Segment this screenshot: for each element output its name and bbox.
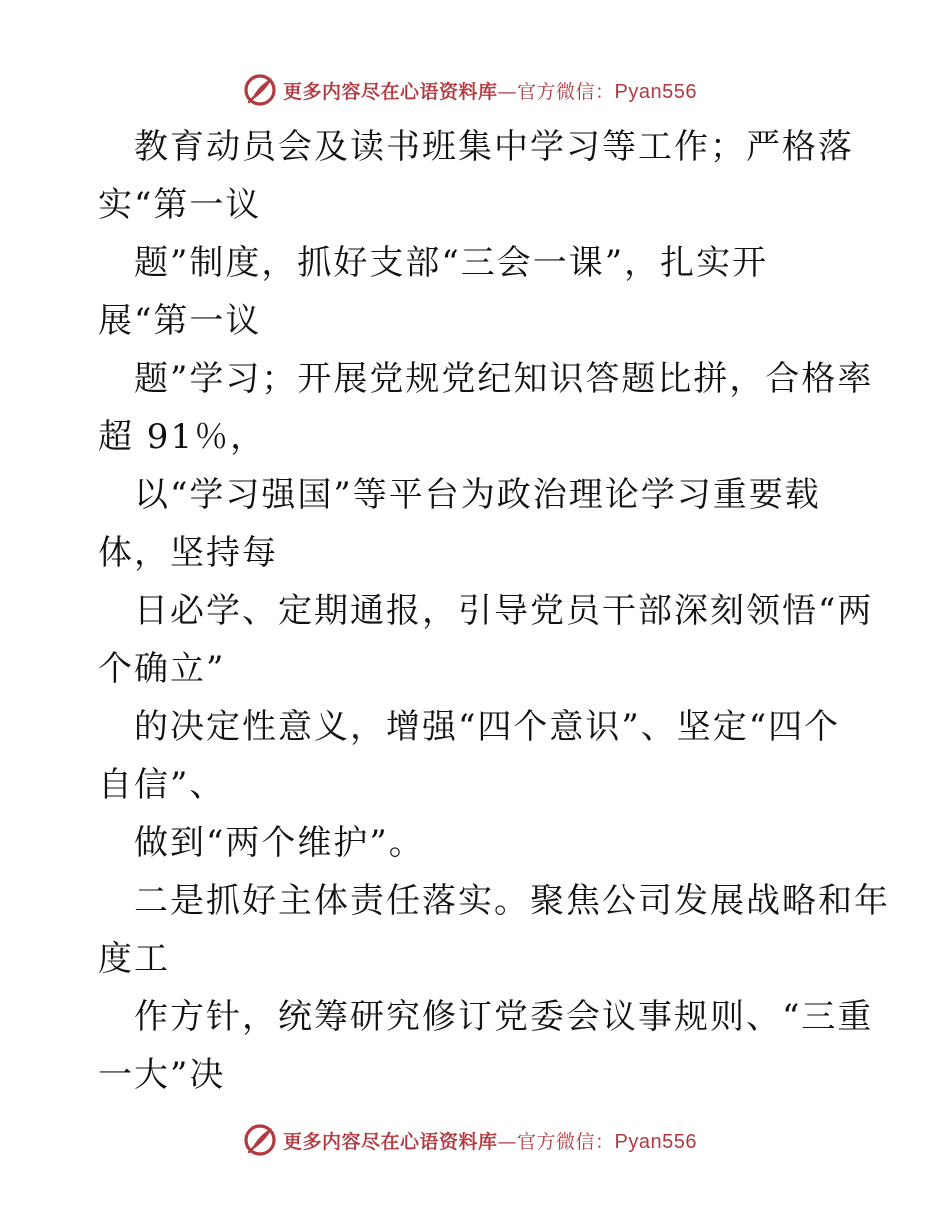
footer-banner [0, 1120, 950, 1160]
header-banner-wechat-id: Pyan556 [614, 80, 697, 103]
text-line: 作方针，统筹研究修订党委会议事规则、“三重 [134, 997, 874, 1037]
text-line: 个确立” [98, 649, 226, 689]
header-banner [0, 70, 950, 110]
footer-banner-main: 更多内容尽在心语资料库 [283, 1130, 498, 1153]
text-line: 展“第一议 [98, 301, 262, 341]
header-banner-dash: — [497, 80, 518, 103]
footer-banner-text [283, 1127, 697, 1154]
text-line: 的决定性意义，增强“四个意识”、坚定“四个 [134, 707, 841, 747]
header-banner-main: 更多内容尽在心语资料库 [283, 80, 498, 103]
header-banner-content [243, 73, 697, 107]
text-line: 超 91％， [98, 417, 267, 457]
text-line: 二是抓好主体责任落实。聚焦公司发展战略和年 [134, 881, 890, 921]
footer-banner-content [243, 1123, 697, 1157]
text-line: 题”学习；开展党规党纪知识答题比拼，合格率 [134, 359, 874, 399]
text-line: 题”制度，抓好支部“三会一课”，扎实开 [134, 243, 769, 283]
text-line: 实“第一议 [98, 185, 262, 225]
header-banner-text [283, 77, 697, 104]
pen-feather-logo-icon [243, 1123, 277, 1157]
footer-banner-wechat-id: Pyan556 [614, 1130, 697, 1153]
text-line: 以“学习强国”等平台为政治理论学习重要载 [134, 475, 821, 515]
header-banner-wechat-label: 官方微信： [517, 80, 615, 103]
text-line: 日必学、定期通报，引导党员干部深刻领悟“两 [134, 591, 874, 631]
footer-banner-dash: — [497, 1130, 518, 1153]
text-line: 做到“两个维护”。 [134, 823, 425, 863]
text-line: 一大”决 [98, 1055, 226, 1095]
text-line: 自信”、 [98, 765, 226, 805]
text-line: 体，坚持每 [98, 533, 278, 573]
text-line: 教育动员会及读书班集中学习等工作；严格落 [134, 127, 854, 167]
document-body [98, 118, 898, 1104]
pen-feather-logo-icon [243, 73, 277, 107]
text-line: 度工 [98, 939, 170, 979]
footer-banner-wechat-label: 官方微信： [517, 1130, 615, 1153]
